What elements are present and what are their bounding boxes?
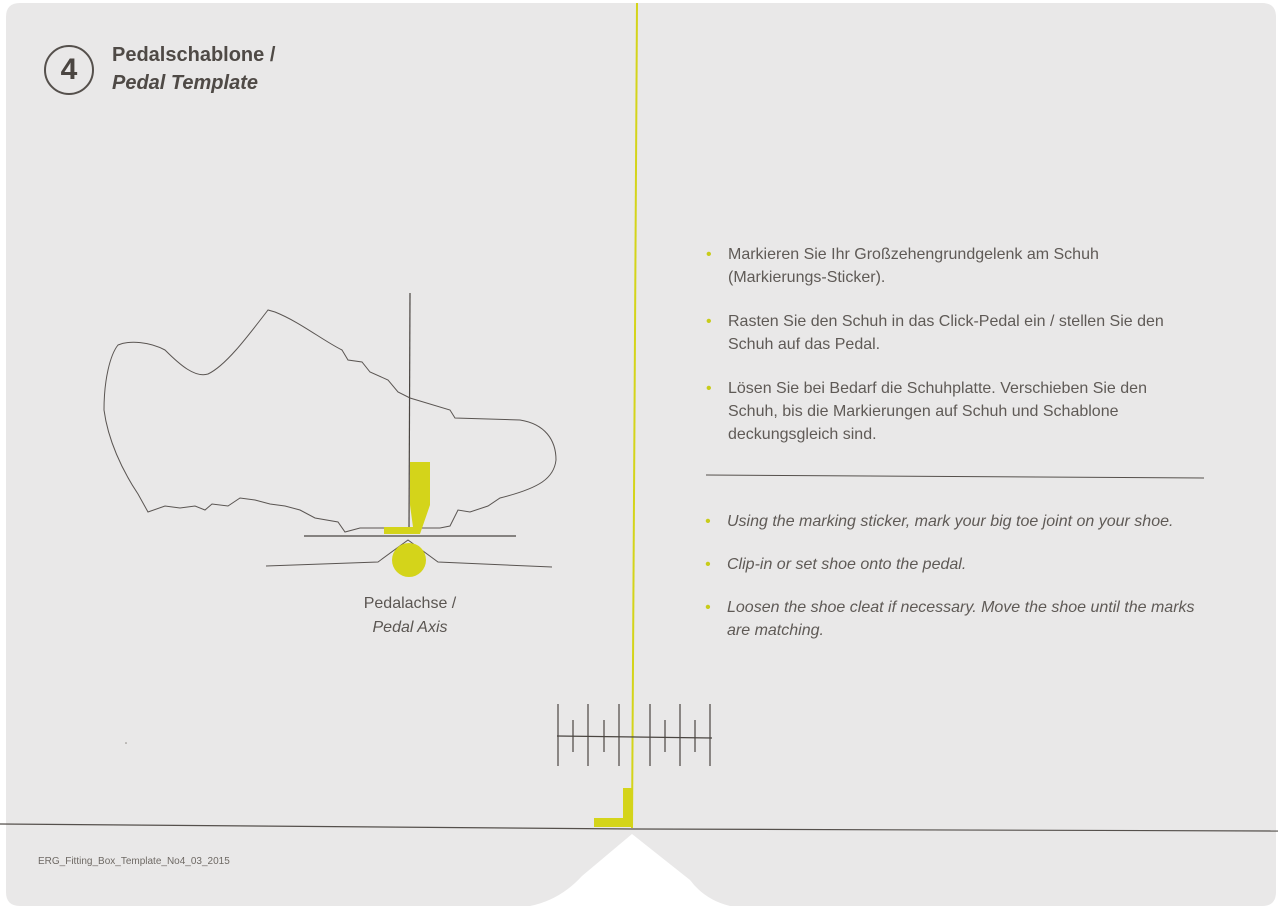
title-german: Pedalschablone / [112,44,276,66]
list-item [706,310,1186,356]
axis-label-german: Pedalachse / [363,595,457,612]
dot [125,742,127,744]
instruction-text: Markieren Sie Ihr Großzehengrundgelenk am Schuh (Markierungs-Sticker). [728,246,1099,286]
instructions-english [705,510,1205,662]
list-item [705,510,1205,533]
bullet-icon: • [705,556,711,573]
instruction-text: Clip-in or set shoe onto the pedal. [727,556,967,573]
bullet-icon: • [706,313,712,330]
instructions-german [706,243,1186,466]
bullet-icon: • [705,599,711,616]
title-english: Pedal Template [112,72,258,94]
bullet-icon: • [705,513,711,530]
step-number: 4 [60,53,78,86]
template-code: ERG_Fitting_Box_Template_No4_03_2015 [38,856,230,867]
bullet-icon: • [706,246,712,263]
list-item [706,243,1186,289]
axis-label-english: Pedal Axis [372,619,448,636]
instruction-text: Using the marking sticker, mark your big toe joint on your shoe. [727,513,1174,530]
instruction-text: Lösen Sie bei Bedarf die Schuhplatte. Verschieben Sie den Schuh, bis die Markierungen auf Schuh und Schablone deckungsgleich sind. [728,380,1147,443]
list-item [705,553,1205,576]
list-item [706,377,1186,446]
step-number-badge [44,45,94,95]
instruction-text: Loosen the shoe cleat if necessary. Move the shoe until the marks are matching. [727,599,1195,639]
list-item [705,596,1205,642]
instruction-text: Rasten Sie den Schuh in das Click-Pedal ein / stellen Sie den Schuh auf das Pedal. [728,313,1164,353]
bullet-icon: • [706,380,712,397]
pedal-axis-dot [392,543,426,577]
